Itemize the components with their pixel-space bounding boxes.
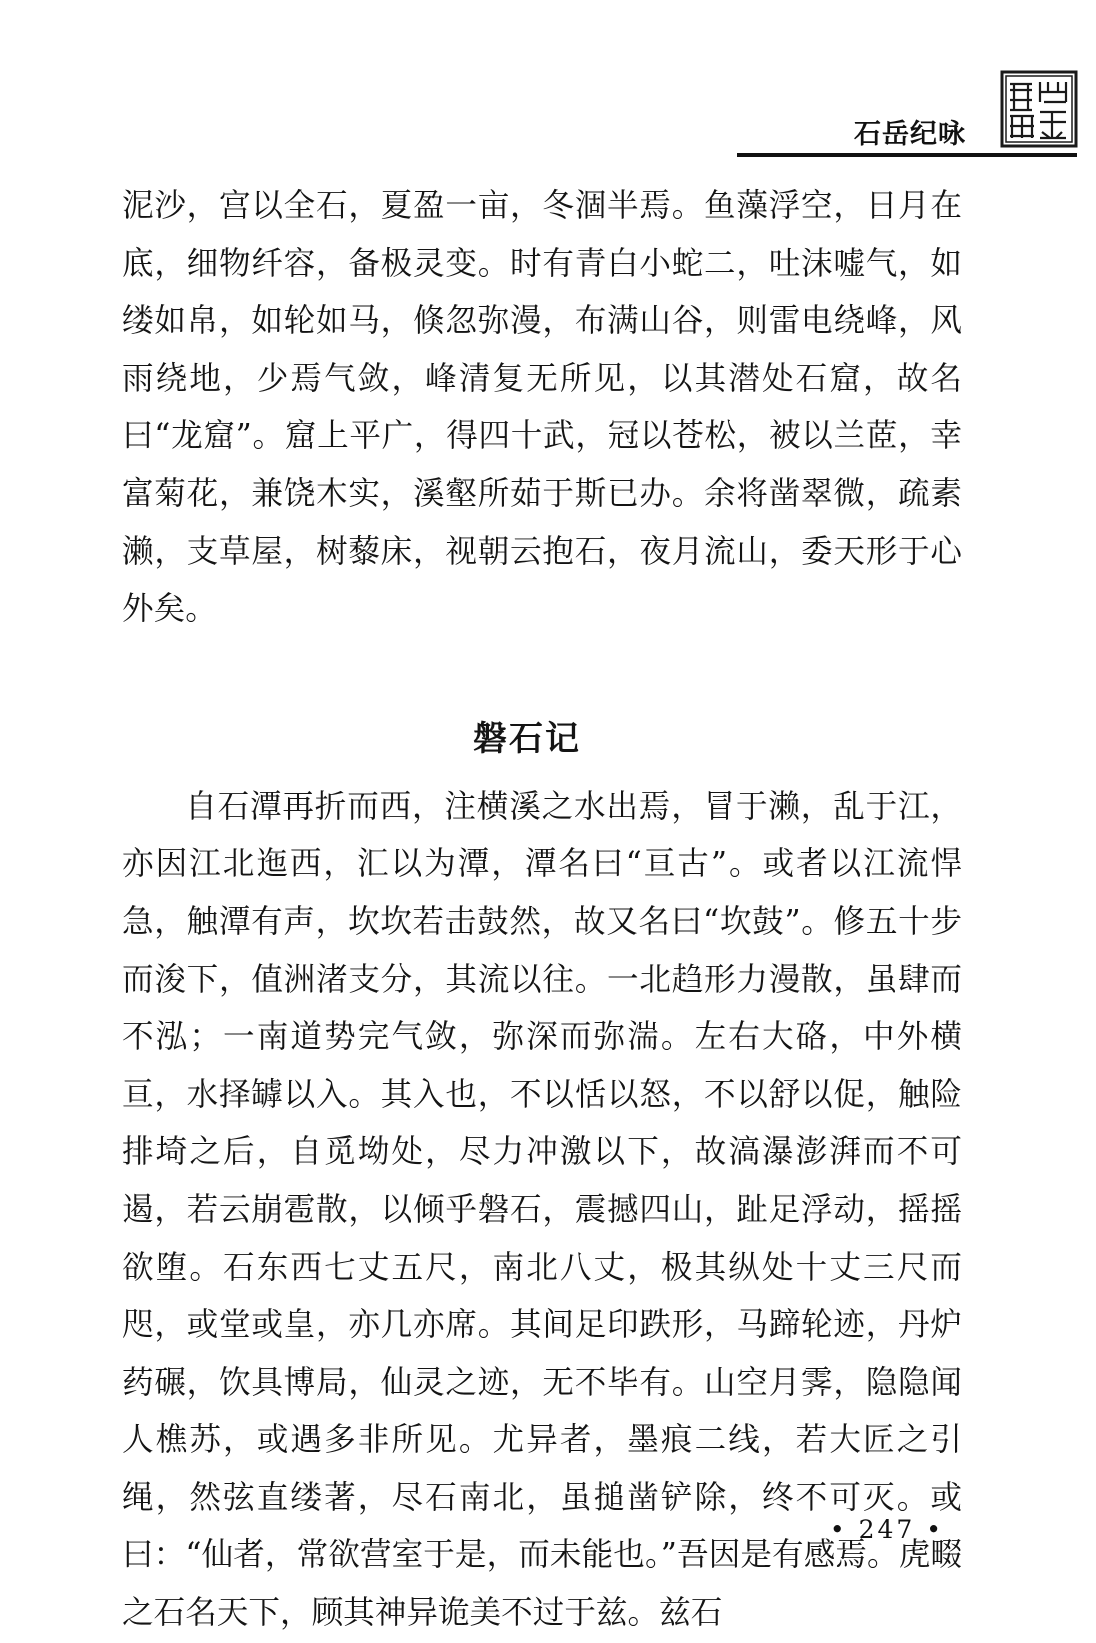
header-rule	[737, 153, 1077, 157]
running-head: 石岳纪咏	[854, 119, 966, 150]
page-number-bullet-right: •	[926, 1515, 944, 1544]
section-title: 磐石记	[473, 718, 581, 759]
page-number-value: 247	[858, 1515, 916, 1544]
square-seal-stamp-icon	[1000, 70, 1078, 148]
paragraph: 自石潭再折而西，注横溪之水出焉，冒于濑，乱于江，亦因江北迤西，汇以为潭，潭名曰“亘古”。或者以江流悍急，触潭有声，坎坎若击鼓然，故又名曰“坎鼓”。修五十步而浚下，值洲渚支分，其流以往。一北趋形力漫散，虽肆而不泓；一南道势完气敛，弥深而弥湍。左右大硌，中外横亘，水择罅以入。其入也，不以恬以怒，不以舒以促，触险排埼之后，自觅坳处，尽力冲激以下，故滈瀑澎湃而不可遏，若云崩雹散，以倾乎磐石，震撼四山，趾足浮动，摇摇欲堕。石东西七丈五尺，南北八丈，极其纵处十丈三尺而咫，或堂或皇，亦几亦席。其间足印跌形，马蹄轮迹，丹炉药碾，饮具博局，仙灵之迹，无不毕有。山空月霁，隐隐闻人樵苏，或遇多非所见。尤异者，墨痕二线，若大匠之引绳，然弦直缕著，尽石南北，虽搥凿铲除，终不可灭。或曰：“仙者，常欲营室于是，而未能也。”吾因是有感焉。虎畷之石名天下，顾其神异诡美不过于兹。兹石	[122, 788, 962, 1632]
page-body	[122, 178, 962, 1643]
page-header	[0, 0, 1096, 160]
paragraph: 泥沙，宫以全石，夏盈一亩，冬涸半焉。鱼藻浮空，日月在底，细物纤容，备极灵变。时有青白小蛇二，吐沫嘘气，如缕如帛，如轮如马，倏忽弥漫，布满山谷，则雷电绕峰，风雨绕地，少焉气敛，峰清复无所见，以其潜处石窟，故名曰“龙窟”。窟上平广，得四十武，冠以苍松，被以兰茝，幸富菊花，兼饶木实，溪壑所茹于斯已办。余将凿翠微，疏素濑，支草屋，树藜床，视朝云抱石，夜月流山，委天形于心外矣。	[122, 188, 962, 628]
page-number-bullet-left: •	[829, 1515, 848, 1544]
page-number	[830, 1515, 944, 1544]
